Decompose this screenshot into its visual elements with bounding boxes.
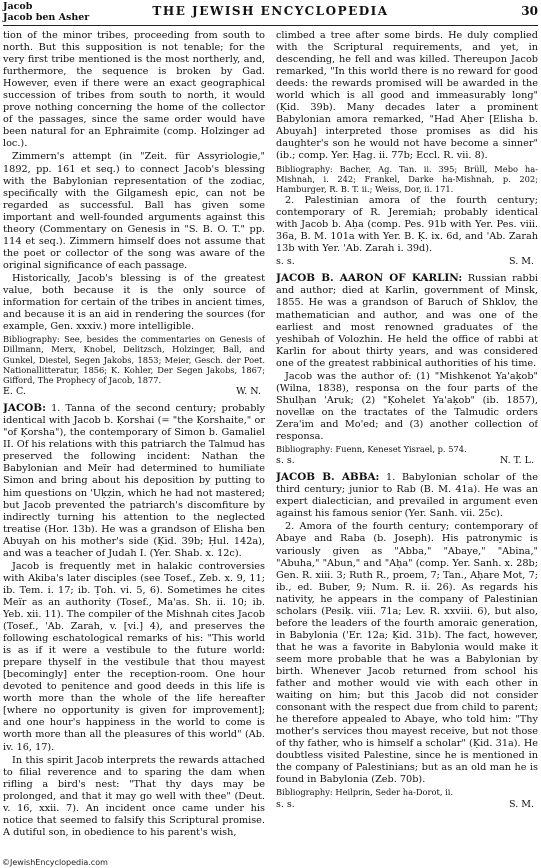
signature-author: N. T. L. — [499, 455, 534, 467]
entry-jacob — [3, 402, 265, 560]
bibliography: Bibliography: See, besides the commentaries on Genesis of Dillmann, Merx, Knobel, Delitzsch, Holzinger, Ball, and Gunkel, Diestel, Segen Jakobs, 1853; Meier, Gesch. der Poet. Nationallitteratur, 1856; K. Kohler, Der Segen Jakobs, 1867; Gifford, The Prophecy of Jacob, 1877. — [3, 334, 265, 385]
site-watermark: ©JewishEncyclopedia.com — [2, 858, 108, 867]
bibliography: Bibliography: Heilprin, Seder ha-Dorot, ii. — [276, 787, 454, 798]
entry-text: Russian rabbi and author; died at Karlin, government of Minsk, 1855. He was a grandson of Baruch of Shklov, the mathematician and author, and was one of the earliest and most renowned graduates of the yeshibah of Volozhin. He held the office of rabbi at Karlin for about thirty years, and was considered one of the greatest rabbinical authorities of his time. — [276, 273, 538, 369]
entry-jacob-b-abba — [276, 471, 538, 520]
signature-author: S. M. — [509, 798, 534, 810]
signature-author: W. N. — [236, 386, 261, 398]
paragraph: 2. Palestinian amora of the fourth century; contemporary of R. Jeremiah; probably identical with Jacob b. Aḥa (comp. Pes. 91b with Yer. Pes. viii. 36a, B. M. 101a with Yer. B. Ḳ. ix. 6d, and 'Ab. Zarah 13b with Yer. 'Ab. Zarah i. 39d). — [276, 195, 538, 255]
signature-line — [276, 455, 538, 468]
left-column — [3, 30, 265, 856]
publication-title: THE JEWISH ENCYCLOPEDIA — [152, 4, 389, 18]
entry-heading: JACOB B. ABBA: — [276, 471, 380, 484]
bibliography: Bibliography: Fuenn, Keneset Yisrael, p. 574. — [276, 444, 467, 455]
entry-text: 1. Tanna of the second century; probably identical with Jacob b. Ḳorshai (= "the Ḳorshaite," or "of Ḳorsha"), the contemporary of Simon b. Gamaliel II. Of his relations with this patriarch the Talmud has preserved the following incident: Nathan the Babylonian and Meïr had determined to humiliate Simon and bring about his deposition by putting to him questions on 'Uḳẓin, which he had not mastered; but Jacob prevented the patriarch's discomfiture by indirectly turning his attention to the neglected treatise (Hor. 13b). He was a grandson of Elisha ben Abuyah on his mother's side (Ḳid. 39b; Ḥul. 142a), and was a teacher of Judah I. (Yer. Shab. x. 12c). — [3, 403, 265, 559]
entry-heading: JACOB B. AARON OF KARLIN: — [276, 272, 463, 285]
signature-initials: s. s. — [276, 798, 295, 810]
signature-initials: s. s. — [276, 256, 295, 268]
signature-line — [276, 256, 538, 269]
signature-line — [276, 799, 538, 812]
bibliography: Bibliography: Bacher, Ag. Tan. ii. 395; Brüll, Mebo ha-Mishnah, i. 242; Frankel, Darke ha-Mishnah, p. 202; Hamburger, R. B. T. ii.; Weiss, Dor, ii. 171. — [276, 163, 538, 194]
paragraph: Zimmern's attempt (in "Zeit. für Assyriologie," 1892, pp. 161 et seq.) to connect Jacob's blessing with the Babylonian representation of the zodiac, specifically with the Gilgamesh epic, can not be regarded as successful. Ball has given some important and well-founded arguments against this theory (Commentary on Genesis in "S. B. O. T." pp. 114 et seq.). Zimmern himself does not assume that the poet or collector of the song was aware of the original significance of each passage. — [3, 151, 265, 271]
signature-author: S. M. — [509, 256, 534, 268]
paragraph: In this spirit Jacob interprets the rewards attached to filial reverence and to sparing the dam when rifling a bird's nest: "That thy days may be prolonged, and that it may go well with thee" (Deut. v. 16, xxii. 7). An incident once came under his notice that seemed to falsify this Scriptural promise. A dutiful son, in obedience to his parent's wish, — [3, 754, 265, 838]
paragraph: 2. Amora of the fourth century; contemporary of Abaye and Raba (b. Joseph). His patronymic is variously given as "Abba," "Abaye," "Abina," "Abuha," "Abun," and "Aḥa" (comp. Yer. Sanh. x. 28b; Gen. R. xiii. 3; Ruth R., proem, 7; Tan., Aḥare Mot, 7; ib., ed. Buber, 9; Num. R. ii. 26). As regards his nativity, he appears in the company of Palestinian scholars (Pesiḳ. viii. 71a; Lev. R. xxviii. 6), but also, before the leaders of the fourth amoraic generation, in Babylonia ('Er. 12a; Ḳid. 31b). The fact, however, that he was a favorite in Babylonia would make it seem more probable that he was a Babylonian by birth. Whenever Jacob returned from school his father and mother would vie with each other in waiting on him; but this Jacob did not consider consonant with the respect due from child to parent; he therefore appealed to Abaye, who told him: "Thy mother's services thou mayest receive, but not those of thy father, who is himself a scholar" (Ḳid. 31a). He doubtless visited Palestine, since he is mentioned in the company of Palestinians; but as an old man he is found in Babylonia (Zeb. 70b). — [276, 521, 538, 786]
paragraph: climbed a tree after some birds. He duly complied with the Scriptural requirements, and yet, in descending, he fell and was killed. Thereupon Jacob remarked, "In this world there is no reward for good deeds: the rewards promised will be awarded in the world which is all good and immeasurably long" (Ḳid. 39b). Many decades later a prominent Babylonian amora remarked, "Had Aḥer [Elisha b. Abuyah] interpreted those promises as did his daughter's son he would not have become a sinner" (ib.; comp. Yer. Ḥag. ii. 77b; Eccl. R. vii. 8). — [276, 30, 538, 162]
paragraph: Jacob was the author of: (1) "Mishkenot Ya'aḳob" (Wilna, 1838), responsa on the four parts of the Shulḥan 'Aruk; (2) "Ḳohelet Ya'aḳob" (ib. 1857), novellæ on the tractates of the Talmudic orders Zera'im and Mo'ed; and (3) another collection of responsa. — [276, 370, 538, 442]
entry-text: 1. Babylonian scholar of the third century; junior to Rab (B. M. 41a). He was an expert dialectician, and prevailed in argument even against his famous senior (Yer. Sanh. vii. 25c). — [276, 472, 538, 520]
running-head-last: Jacob ben Asher — [3, 12, 90, 23]
header-rule — [3, 25, 538, 26]
signature-line — [3, 386, 265, 399]
paragraph: Jacob is frequently met in halakic controversies with Akiba's later disciples (see Tosef., Zeb. x. 9, 11; ib. Tem. i. 17; ib. Ṭoh. vi. 5, 6). Sometimes he cites Meïr as an authority (Tosef., Ma'as. Sh. ii. 10; ib. Yeb. xii. 11). The compiler of the Mishnah cites Jacob (Tosef., 'Ab. Zarah, v. [vi.] 4), and preserves the following eschatological remarks of his: "This world is as if it were a vestibule to the future world: prepare thyself in the vestibule that thou mayest [becomingly] enter the reception-room. One hour devoted to penitence and good deeds in this life is worth more than the whole of the life hereafter [where no opportunity is given for improvement]; and one hour's happiness in the world to come is worth more than all the pleasures of this world" (Ab. iv. 16, 17). — [3, 560, 265, 753]
page-header — [3, 1, 538, 25]
paragraph: Historically, Jacob's blessing is of the greatest value, both because it is the only source of information for certain of the tribes in ancient times, and because it is an aid in rendering the sources (for example, Gen. xxxiv.) more intelligible. — [3, 272, 265, 333]
entry-jacob-b-aaron — [276, 272, 538, 369]
entry-heading: JACOB: — [3, 402, 46, 415]
running-head-first: Jacob — [3, 1, 33, 12]
right-column — [276, 30, 538, 856]
page-number: 30 — [521, 4, 538, 18]
signature-initials: s. s. — [276, 455, 295, 467]
paragraph: tion of the minor tribes, proceeding from south to north. But this supposition is not tenable; for the very first tribe mentioned is the most northerly, and, furthermore, the sequence is broken by Gad. However, even if there were an exact geographical succession of tribes from south to north, it would prove nothing concerning the home of the collector of the passages, since the same order would have been natural for an Ephraimite (comp. Holzinger ad loc.). — [3, 30, 265, 150]
signature-initials: E. C. — [3, 386, 26, 398]
